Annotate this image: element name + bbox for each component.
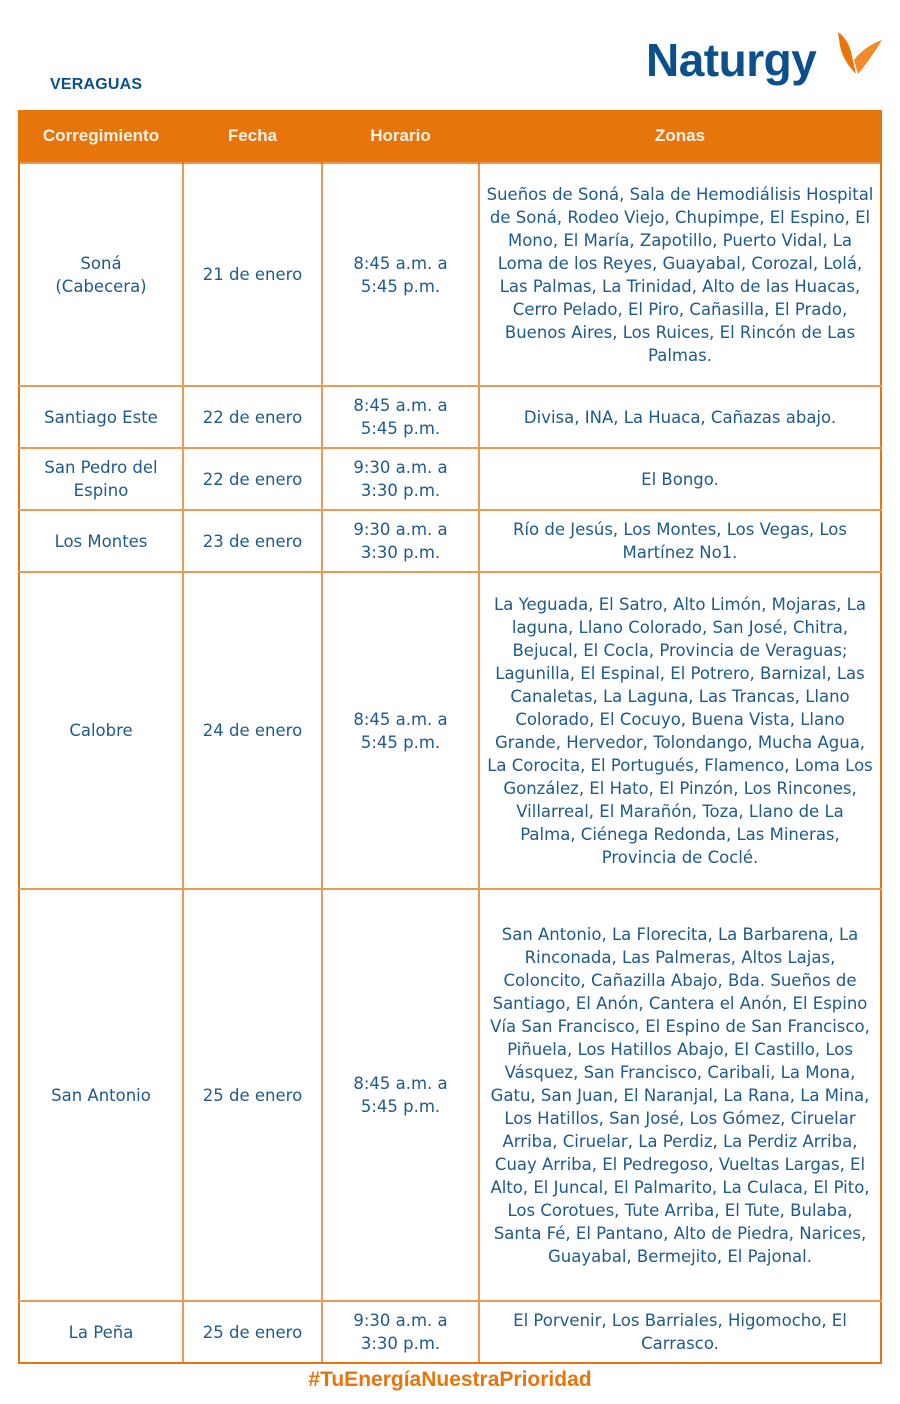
fecha-cell: 24 de enero	[183, 572, 322, 889]
campaign-hashtag: #TuEnergíaNuestraPrioridad	[308, 1368, 592, 1391]
corregimiento-cell: Los Montes	[19, 510, 183, 572]
outage-schedule-table	[18, 110, 882, 1364]
horario-cell	[322, 510, 479, 572]
zonas-cell: La Yeguada, El Satro, Alto Limón, Mojaras, La laguna, Llano Colorado, San José, Chitra, Bejucal, El Cocla, Provincia de Veraguas; Lagunilla, El Espinal, El Potrero, Barnizal, Las Canaletas, La Laguna, Las Trancas, Llano Colorado, El Cocuyo, Buena Vista, Llano Grande, Hervedor, Tolondango, Mucha Agua, La Corocita, El Portugués, Flamenco, Loma Los González, El Hato, El Pinzón, Los Rincones, Villarreal, El Marañón, Toza, Llano de La Palma, Ciénega Redonda, Las Mineras, Provincia de Coclé.	[479, 572, 881, 889]
fecha-cell: 22 de enero	[183, 448, 322, 510]
table-header-row	[19, 110, 881, 163]
horario-cell	[322, 572, 479, 889]
naturgy-logo	[646, 30, 886, 94]
corregimiento-cell: Calobre	[19, 572, 183, 889]
table-row	[19, 889, 881, 1301]
table-row	[19, 386, 881, 448]
corregimiento-cell	[19, 163, 183, 386]
fecha-cell: 21 de enero	[183, 163, 322, 386]
horario-text: 8:45 a.m. a 5:45 p.m.	[353, 1074, 448, 1116]
horario-text: 8:45 a.m. a 5:45 p.m.	[353, 709, 448, 752]
corregimiento-cell: Santiago Este	[19, 386, 183, 448]
corregimiento-cell: La Peña	[19, 1301, 183, 1363]
horario-cell	[322, 889, 479, 1301]
column-header-fecha: Fecha	[183, 110, 322, 163]
table-row	[19, 572, 881, 889]
horario-cell	[322, 448, 479, 510]
horario-text: 9:30 a.m. a 3:30 p.m.	[353, 520, 448, 562]
table-row	[19, 448, 881, 510]
horario-text: 9:30 a.m. a 3:30 p.m.	[353, 1311, 448, 1353]
butterfly-icon	[834, 30, 884, 76]
column-header-horario: Horario	[322, 110, 479, 163]
column-header-zonas: Zonas	[479, 110, 881, 163]
zonas-cell: Sueños de Soná, Sala de Hemodiálisis Hospital de Soná, Rodeo Viejo, Chupimpe, El Espino, El Mono, El María, Zapotillo, Puerto Vidal, La Loma de los Reyes, Guayabal, Corozal, Lolá, Las Palmas, La Trinidad, Alto de las Huacas, Cerro Pelado, El Piro, Cañasilla, El Prado, Buenos Aires, Los Ruices, El Rincón de Las Palmas.	[479, 163, 881, 386]
zonas-cell: El Bongo.	[479, 448, 881, 510]
brand-name: Naturgy	[646, 34, 817, 86]
horario-cell	[322, 1301, 479, 1363]
horario-cell	[322, 163, 479, 386]
fecha-cell: 22 de enero	[183, 386, 322, 448]
zonas-cell: El Porvenir, Los Barriales, Higomocho, El Carrasco.	[479, 1301, 881, 1363]
horario-text: 8:45 a.m. a 5:45 p.m.	[353, 253, 448, 296]
fecha-cell: 25 de enero	[183, 889, 322, 1301]
zonas-cell: Río de Jesús, Los Montes, Los Vegas, Los Martínez No1.	[479, 510, 881, 572]
zonas-cell: Divisa, INA, La Huaca, Cañazas abajo.	[479, 386, 881, 448]
table-row	[19, 510, 881, 572]
column-header-corregimiento: Corregimiento	[19, 110, 183, 163]
horario-text: 9:30 a.m. a 3:30 p.m.	[353, 458, 448, 500]
region-title: VERAGUAS	[50, 76, 143, 93]
horario-text: 8:45 a.m. a 5:45 p.m.	[353, 396, 448, 438]
table-row	[19, 1301, 881, 1363]
fecha-cell: 25 de enero	[183, 1301, 322, 1363]
corregimiento-cell: San Pedro del Espino	[19, 448, 183, 510]
horario-cell	[322, 386, 479, 448]
table-row	[19, 163, 881, 386]
corregimiento-cell: San Antonio	[19, 889, 183, 1301]
fecha-cell: 23 de enero	[183, 510, 322, 572]
corregimiento-text: Soná (Cabecera)	[55, 253, 147, 296]
zonas-cell: San Antonio, La Florecita, La Barbarena, La Rinconada, Las Palmeras, Altos Lajas, Coloncito, Cañazilla Abajo, Bda. Sueños de Santiago, El Anón, Cantera el Anón, El Espino Vía San Francisco, El Espino de San Francisco, Piñuela, Los Hatillos Abajo, El Castillo, Los Vásquez, San Francisco, Caribali, La Mona, Gatu, San Juan, El Naranjal, La Rana, La Mina, Los Hatillos, San José, Los Gómez, Ciruelar Arriba, Ciruelar, La Perdiz, La Perdiz Arriba, Cuay Arriba, El Pedregoso, Vueltas Largas, El Alto, El Juncal, El Palmarito, La Culaca, El Pito, Los Corotues, Tute Arriba, El Tute, Bulaba, Santa Fé, El Pantano, Alto de Piedra, Narices, Guayabal, Bermejito, El Pajonal.	[479, 889, 881, 1301]
